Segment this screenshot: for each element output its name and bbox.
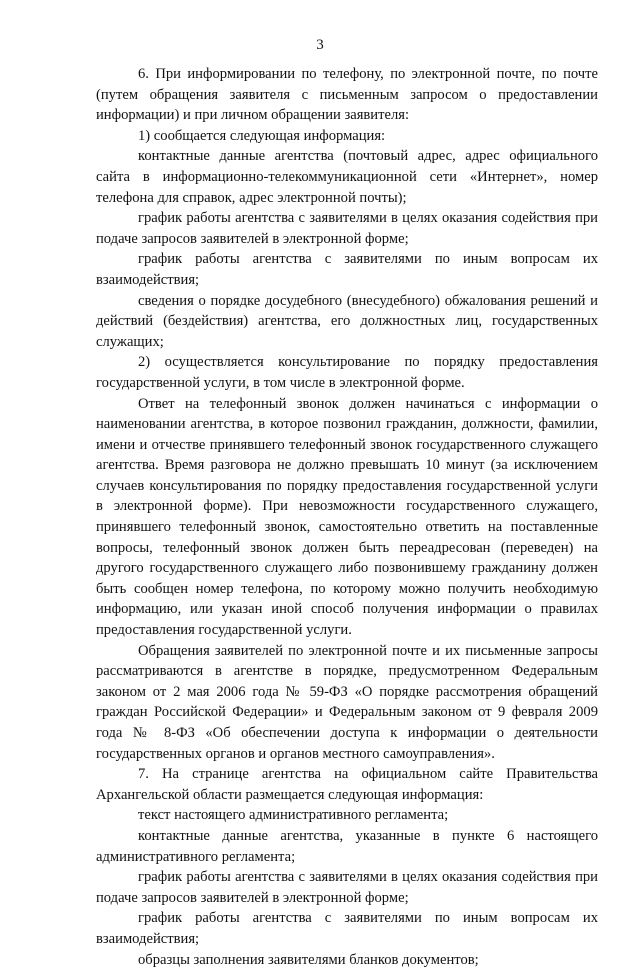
paragraph-form-samples: образцы заполнения заявителями бланков документов; [138, 951, 479, 968]
paragraph-contact-data-ref: контактные данные агентства, указанные в пункте 6 настоящего административного регламента; [96, 827, 598, 865]
document-body [96, 64, 598, 970]
paragraph-email-requests: Обращения заявителей по электронной почте и их письменные запросы рассматриваются в агентстве в порядке, предусмотренном Федеральным законом от 2 мая 2006 года № 59-ФЗ «О порядке рассмотрения обращений граждан Российской Федерации» и Федеральным законом от 9 февраля 2009 года № 8-ФЗ «Об обеспечении доступа к информации о деятельности государственных органов и органов местного самоуправления». [96, 642, 598, 762]
paragraph-appeal-procedure: сведения о порядке досудебного (внесудебного) обжалования решений и действий (бездействия) агентства, его должностных лиц, государственных служащих; [96, 292, 598, 350]
paragraph-schedule-electronic-2: график работы агентства с заявителями в целях оказания содействия при подаче запросов заявителей в электронной форме; [96, 869, 598, 906]
paragraph-phone-answer: Ответ на телефонный звонок должен начинаться с информации о наименовании агентства, в которое позвонил гражданин, должности, фамилии, имени и отчестве принявшего телефонный звонок государственного служащего агентства. Время разговора не должно превышать 10 минут (за исключением случаев консультирования по порядку предоставления государственной услуги в электронной форме). При невозможности государственного служащего, принявшего телефонный звонок, самостоятельно ответить на поставленные вопросы, телефонный звонок должен быть переадресован (переведен) на другого государственного служащего либо позвонившему гражданину должен быть сообщен номер телефона, по которому можно получить необходимую информацию, или указан иной способ получения информации о правилах предоставления государственной услуги. [96, 395, 598, 639]
paragraph-contact-data: контактные данные агентства (почтовый адрес, адрес официального сайта в информационно-телекоммуникационной сети «Интернет», номер телефона для справок, адрес электронной почты); [96, 148, 598, 206]
paragraph-subitem-2: 2) осуществляется консультирование по порядку предоставления государственной услуги, в том числе в электронной форме. [96, 354, 598, 391]
paragraph-item-7-intro: 7. На странице агентства на официальном сайте Правительства Архангельской области размещается следующая информация: [96, 766, 598, 803]
page-number: 3 [316, 37, 324, 53]
paragraph-item-6-intro: 6. При информировании по телефону, по электронной почте, по почте (путем обращения заявителя с письменным запросом о предоставлении информации) и при личном обращении заявителя: [96, 66, 598, 124]
paragraph-schedule-electronic: график работы агентства с заявителями в целях оказания содействия при подаче запросов заявителей в электронной форме; [96, 210, 598, 247]
paragraph-schedule-other: график работы агентства с заявителями по иным вопросам их взаимодействия; [96, 251, 598, 288]
paragraph-schedule-other-2: график работы агентства с заявителями по иным вопросам их взаимодействия; [96, 910, 598, 947]
paragraph-regulation-text: текст настоящего административного регламента; [138, 807, 449, 824]
paragraph-subitem-1: 1) сообщается следующая информация: [138, 127, 386, 144]
